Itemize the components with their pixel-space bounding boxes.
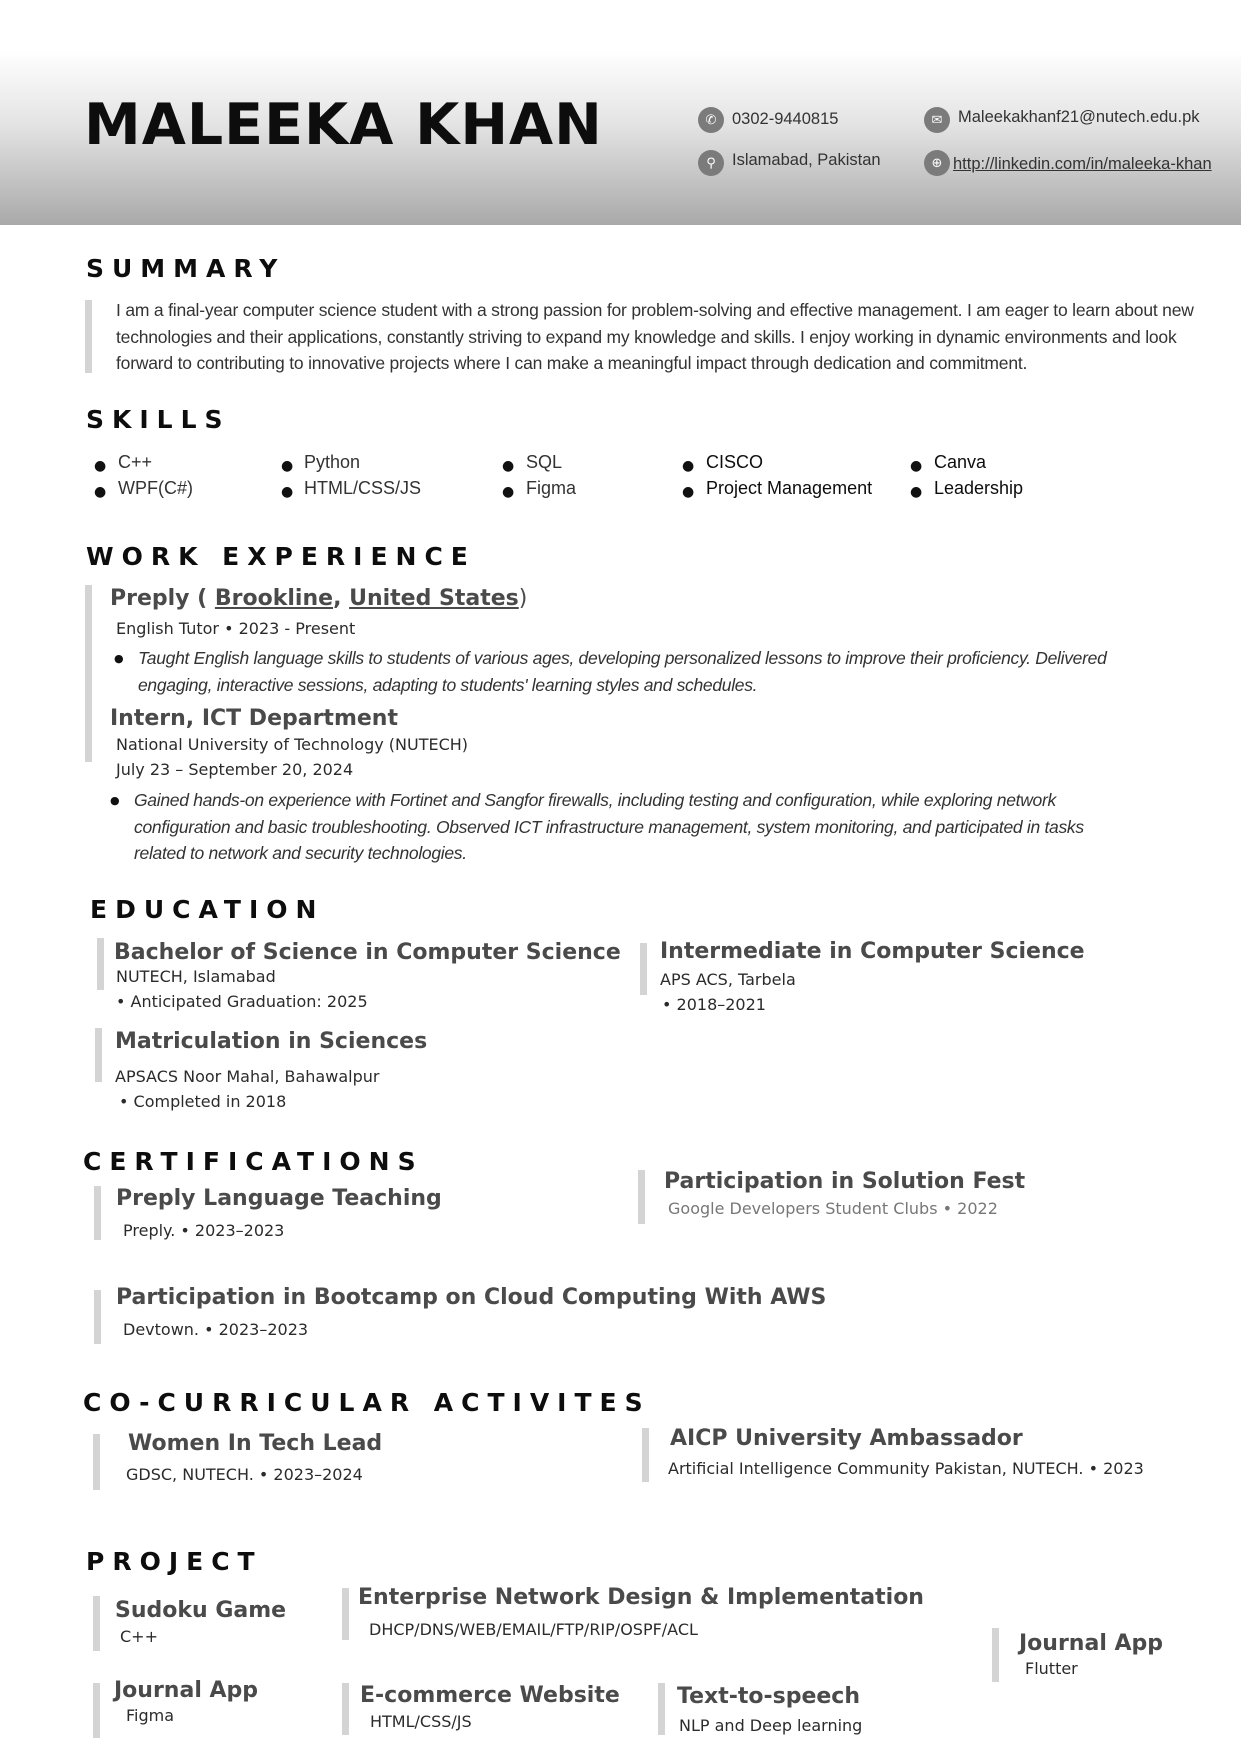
bullet-dot: ● [110, 794, 120, 807]
project-tech: HTML/CSS/JS [370, 1712, 472, 1731]
country-link[interactable]: United States [349, 586, 519, 611]
job-title [110, 586, 527, 611]
comma: , [333, 586, 350, 611]
cert-name: Preply Language Teaching [116, 1186, 442, 1211]
job-org: National University of Technology (NUTECH) [116, 735, 469, 754]
company-prefix: Preply ( [110, 586, 215, 611]
bullet-dot: ● [281, 458, 294, 474]
project-bar [93, 1596, 100, 1651]
project-name: Enterprise Network Design & Implementation [358, 1585, 924, 1610]
edu-bar [640, 943, 647, 995]
cert-name: Participation in Bootcamp on Cloud Computing With AWS [116, 1285, 827, 1310]
cert-bar [94, 1186, 101, 1240]
city-link[interactable]: Brookline [214, 586, 334, 611]
project-bar [992, 1628, 999, 1682]
project-name: Journal App [1019, 1631, 1164, 1656]
skill-item: SQL [526, 452, 563, 472]
skill-item: Python [304, 452, 361, 472]
job-title: Intern, ICT Department [110, 706, 398, 731]
job-bullet: Taught English language skills to students of various ages, developing personalized lessons to improve their proficiency. Delivered engaging, interactive sessions, adapting to students' learning styles and schedules. [138, 648, 1107, 695]
job-bullet: Gained hands-on experience with Fortinet and Sangfor firewalls, including testing and configuration, while exploring network configuration and basic troubleshooting. Observed ICT infrastructure management, system monitoring, and participated in tasks related to network and security technologies. [134, 790, 1084, 863]
edu-detail: • Anticipated Graduation: 2025 [116, 992, 368, 1011]
edu-degree: Bachelor of Science in Computer Science [114, 940, 621, 965]
candidate-name: MALEEKA KHAN [84, 92, 603, 158]
bullet-dot: ● [114, 652, 124, 665]
edu-school: APSACS Noor Mahal, Bahawalpur [115, 1067, 380, 1086]
bullet-dot: ● [682, 484, 695, 500]
summary-heading: SUMMARY [86, 254, 286, 283]
suffix: ) [518, 586, 528, 611]
location-text: Islamabad, Pakistan [732, 151, 881, 169]
skill-item: Figma [526, 478, 577, 498]
edu-school: APS ACS, Tarbela [660, 970, 796, 989]
activity-bar [642, 1428, 649, 1482]
skill-item: Project Management [706, 478, 873, 498]
skill-item: CISCO [706, 452, 764, 472]
location-icon: ⚲ [698, 150, 724, 176]
activity-detail: GDSC, NUTECH. • 2023–2024 [126, 1465, 363, 1484]
edu-degree: Matriculation in Sciences [115, 1029, 428, 1054]
cert-name: Participation in Solution Fest [664, 1169, 1026, 1194]
bullet-dot: ● [502, 484, 515, 500]
skill-item: C++ [118, 452, 153, 472]
bullet-dot: ● [910, 484, 923, 500]
cocurricular-heading: CO-CURRICULAR ACTIVITES [83, 1388, 651, 1417]
project-bar [93, 1683, 100, 1738]
skill-item: Leadership [934, 478, 1024, 498]
cert-detail: Google Developers Student Clubs • 2022 [668, 1199, 998, 1218]
project-bar [658, 1683, 665, 1735]
linkedin-link[interactable]: http://linkedin.com/in/maleeka-khan [953, 155, 1212, 173]
job-meta: English Tutor • 2023 - Present [116, 619, 356, 638]
project-name: Journal App [114, 1678, 259, 1703]
summary-text: I am a final-year computer science student with a strong passion for problem-solving and effective management. I am eager to learn about new technologies and their applications, constantly striving to expand my knowledge and skills. I enjoy working in dynamic environments and look forward to contributing to innovative projects where I can make a meaningful impact through dedication and commitment. [116, 300, 1194, 373]
bullet-dot: ● [910, 458, 923, 474]
project-bar [342, 1683, 349, 1735]
work-bar [85, 585, 92, 762]
summary-bar [85, 300, 92, 373]
bullet-dot: ● [94, 484, 107, 500]
skill-item: Canva [934, 452, 987, 472]
skill-item: WPF(C#) [118, 478, 193, 498]
certifications-heading: CERTIFICATIONS [83, 1147, 424, 1176]
skills-heading: SKILLS [86, 405, 231, 434]
globe-icon: ⊕ [924, 150, 950, 176]
project-tech: NLP and Deep learning [679, 1716, 863, 1735]
email-address: Maleekakhanf21@nutech.edu.pk [958, 108, 1200, 126]
phone-icon: ✆ [698, 107, 724, 133]
edu-bar [97, 938, 104, 990]
project-name: E-commerce Website [360, 1683, 620, 1708]
work-heading: WORK EXPERIENCE [86, 542, 476, 571]
edu-detail: • 2018–2021 [662, 995, 766, 1014]
activity-name: AICP University Ambassador [670, 1426, 1023, 1451]
cert-bar [94, 1290, 101, 1344]
bullet-dot: ● [281, 484, 294, 500]
bullet-dot: ● [502, 458, 515, 474]
phone-number: 0302-9440815 [732, 110, 839, 128]
job-dates: July 23 – September 20, 2024 [116, 760, 354, 779]
cert-bar [638, 1170, 645, 1224]
edu-degree: Intermediate in Computer Science [660, 939, 1085, 964]
project-name: Sudoku Game [115, 1598, 287, 1623]
project-bar [342, 1588, 349, 1640]
bullet-dot: ● [94, 458, 107, 474]
education-heading: EDUCATION [90, 895, 325, 924]
skill-item: HTML/CSS/JS [304, 478, 422, 498]
project-tech: C++ [120, 1627, 158, 1646]
cert-detail: Preply. • 2023–2023 [123, 1221, 285, 1240]
project-tech: DHCP/DNS/WEB/EMAIL/FTP/RIP/OSPF/ACL [369, 1620, 698, 1639]
activity-detail: Artificial Intelligence Community Pakistan, NUTECH. • 2023 [668, 1459, 1144, 1478]
bullet-dot: ● [682, 458, 695, 474]
edu-school: NUTECH, Islamabad [116, 967, 276, 986]
cert-detail: Devtown. • 2023–2023 [123, 1320, 309, 1339]
edu-bar [95, 1028, 102, 1082]
activity-bar [93, 1434, 100, 1490]
project-tech: Figma [126, 1706, 175, 1725]
project-name: Text-to-speech [677, 1684, 860, 1709]
edu-detail: • Completed in 2018 [119, 1092, 287, 1111]
email-icon: ✉ [924, 107, 950, 133]
project-heading: PROJECT [86, 1547, 263, 1576]
activity-name: Women In Tech Lead [128, 1431, 383, 1456]
project-tech: Flutter [1025, 1659, 1078, 1678]
